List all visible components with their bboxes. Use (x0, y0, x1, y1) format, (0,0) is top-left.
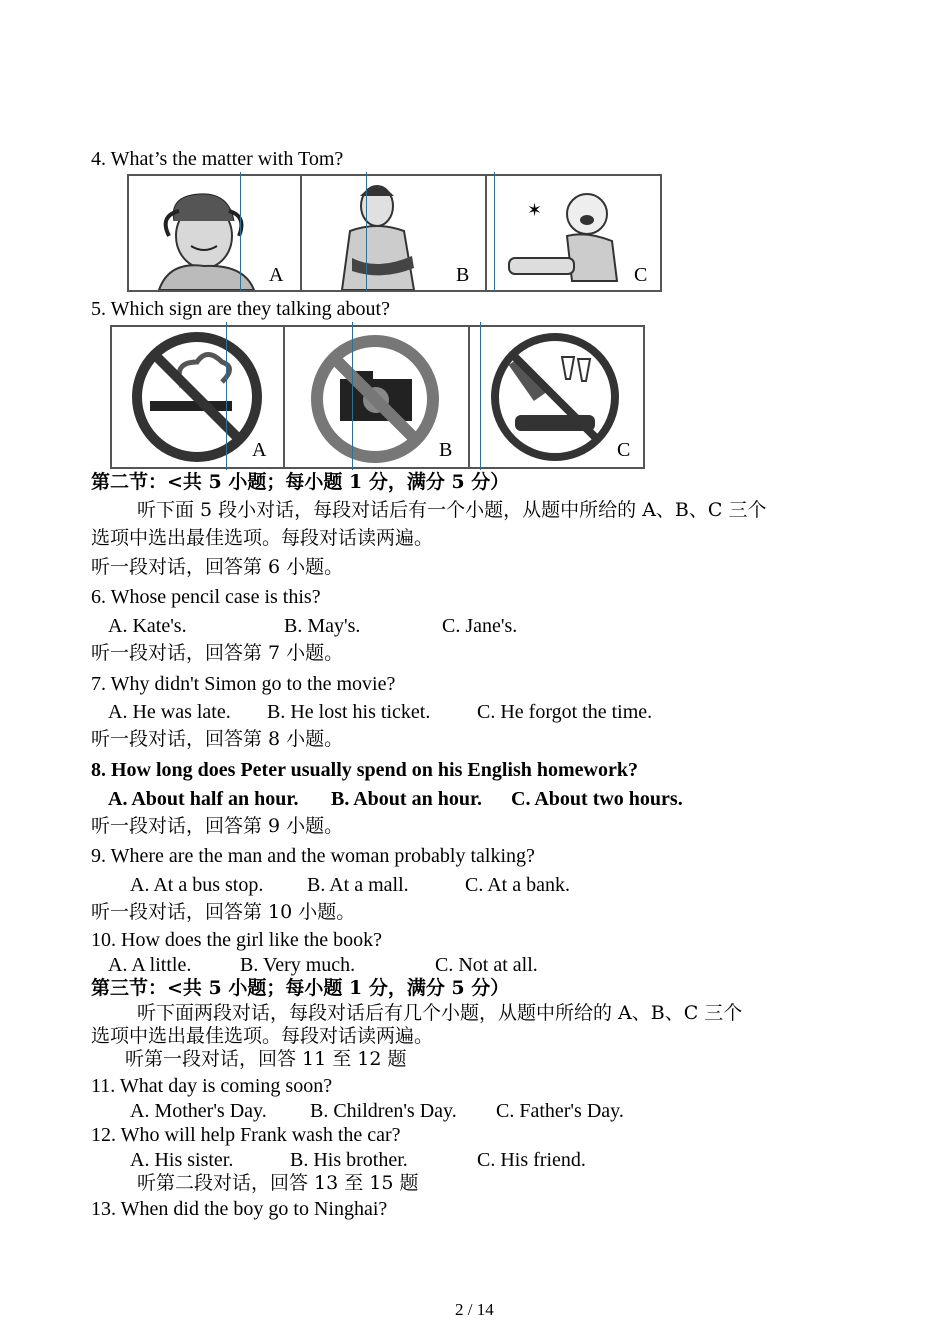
listening-prompt: 听第一段对话，回答 11 至 12 题 (125, 1048, 407, 1070)
option-b: B. His brother. (290, 1149, 408, 1171)
question-13: 13. When did the boy go to Ninghai? (91, 1198, 388, 1220)
option-a: A. Kate's. (108, 615, 187, 637)
question-9: 9. Where are the man and the woman probably talking? (91, 845, 535, 867)
listening-prompt: 听一段对话，回答第 6 小题。 (91, 556, 344, 578)
divider-line (366, 172, 367, 292)
question-11: 11. What day is coming soon? (91, 1075, 333, 1097)
q4-picture-b (300, 174, 487, 292)
q4-picture-c (485, 174, 662, 292)
label-b: B (456, 264, 470, 286)
section-3-instruction: 听下面两段对话，每段对话后有几个小题，从题中所给的 A、B、C 三个 (137, 1002, 743, 1024)
label-b: B (439, 439, 453, 461)
divider-line (226, 322, 227, 470)
question-10: 10. How does the girl like the book? (91, 929, 383, 951)
option-b: B. About an hour. (331, 788, 482, 810)
listening-prompt: 听一段对话，回答第 8 小题。 (91, 728, 344, 750)
option-c: C. He forgot the time. (477, 701, 653, 723)
section-3-heading: 第三节：<共 5 小题；每小题 1 分，满分 5 分） (91, 977, 510, 999)
question-6: 6. Whose pencil case is this? (91, 586, 321, 608)
option-c: C. Jane's. (442, 615, 518, 637)
option-c: C. His friend. (477, 1149, 586, 1171)
question-5: 5. Which sign are they talking about? (91, 298, 390, 320)
section-2-instruction: 选项中选出最佳选项。每段对话读两遍。 (91, 527, 434, 549)
label-c: C (634, 264, 648, 286)
option-c: C. Not at all. (435, 954, 538, 976)
page-number: 2 / 14 (455, 1300, 494, 1319)
label-a: A (252, 439, 267, 461)
option-c: C. Father's Day. (496, 1100, 624, 1122)
label-c: C (617, 439, 631, 461)
q5-sign-c (468, 325, 645, 469)
divider-line (240, 172, 241, 292)
option-a: A. He was late. (108, 701, 231, 723)
question-8: 8. How long does Peter usually spend on his English homework? (91, 759, 638, 781)
option-b: B. Children's Day. (310, 1100, 457, 1122)
option-a: A. Mother's Day. (130, 1100, 267, 1122)
q4-picture-a (127, 174, 304, 292)
q5-sign-a (110, 325, 287, 469)
option-b: B. Very much. (240, 954, 356, 976)
option-a: A. His sister. (130, 1149, 234, 1171)
q5-sign-b (283, 325, 470, 469)
question-7: 7. Why didn't Simon go to the movie? (91, 673, 396, 695)
option-c: C. At a bank. (465, 874, 570, 896)
listening-prompt: 听一段对话，回答第 9 小题。 (91, 815, 344, 837)
question-4: 4. What’s the matter with Tom? (91, 148, 344, 170)
section-3-instruction: 选项中选出最佳选项。每段对话读两遍。 (91, 1025, 434, 1047)
option-c: C. About two hours. (511, 788, 683, 810)
option-a: A. About half an hour. (108, 788, 299, 810)
divider-line (352, 322, 353, 470)
option-a: A. At a bus stop. (130, 874, 264, 896)
option-a: A. A little. (108, 954, 192, 976)
divider-line (494, 172, 495, 292)
divider-line (480, 322, 481, 470)
listening-prompt: 听一段对话，回答第 7 小题。 (91, 642, 344, 664)
option-b: B. At a mall. (307, 874, 409, 896)
section-2-instruction: 听下面 5 段小对话，每段对话后有一个小题，从题中所给的 A、B、C 三个 (137, 499, 767, 521)
question-12: 12. Who will help Frank wash the car? (91, 1124, 401, 1146)
option-b: B. May's. (284, 615, 361, 637)
label-a: A (269, 264, 284, 286)
svg-text:✶: ✶ (527, 200, 543, 221)
section-2-heading: 第二节：<共 5 小题；每小题 1 分，满分 5 分） (91, 471, 510, 493)
listening-prompt: 听第二段对话，回答 13 至 15 题 (137, 1172, 419, 1194)
option-b: B. He lost his ticket. (267, 701, 431, 723)
listening-prompt: 听一段对话，回答第 10 小题。 (91, 901, 356, 923)
